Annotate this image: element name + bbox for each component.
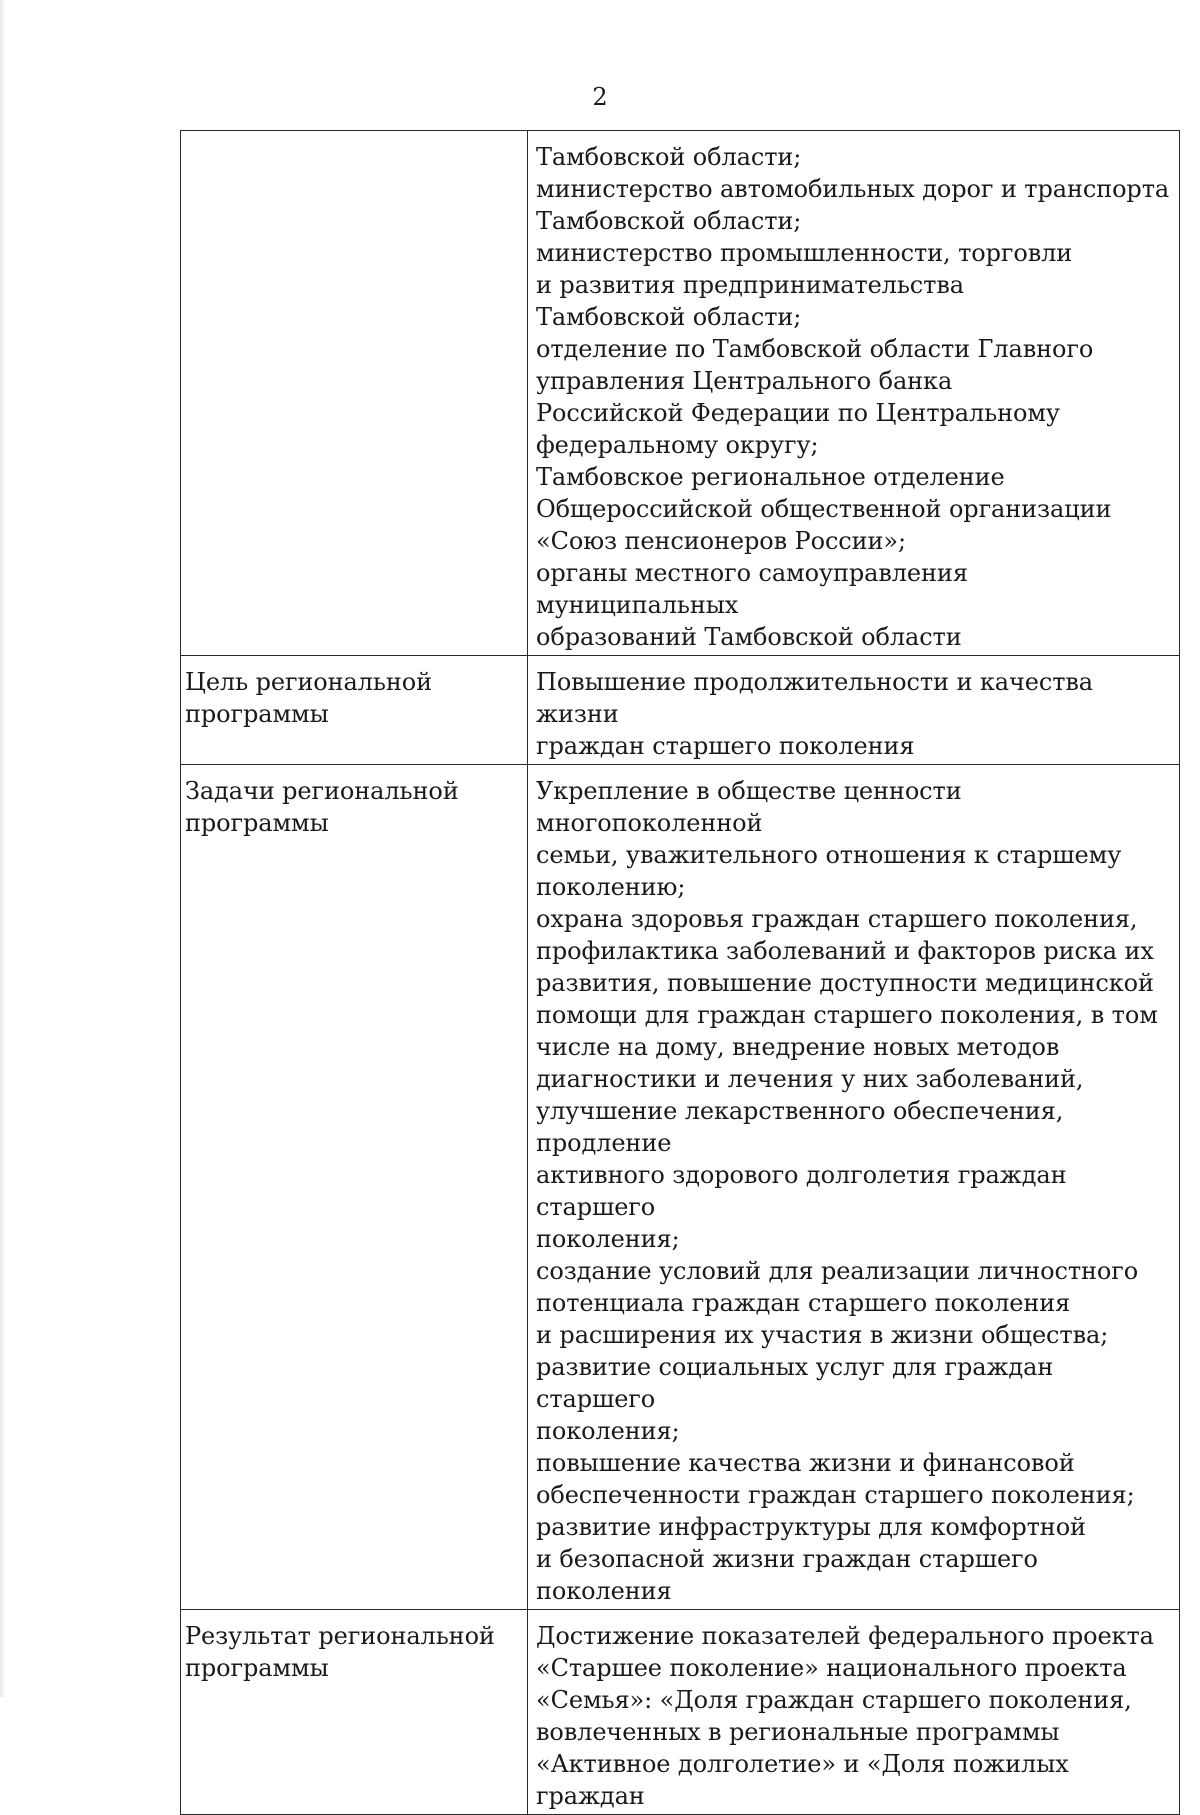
- row-label-participants: [181, 131, 528, 656]
- row-value-participants: Тамбовской области; министерство автомобильных дорог и транспорта Тамбовской области; министерство промышленности, торговли и развития предпринимательства Тамбовской области; отделение по Тамбовской области Главного управления Центрального банка Российской Федерации по Центральному федеральному округу; Тамбовское региональное отделение Общероссийской общественной организации «Союз пенсионеров России»; органы местного самоуправления муниципальных образований Тамбовской области: [528, 131, 1180, 656]
- row-label-tasks: Задачи региональной программы: [181, 765, 528, 1610]
- row-value-result: Достижение показателей федерального проекта «Старшее поколение» национального проекта «Семья»: «Доля граждан старшего поколения, вовлеченных в региональные программы «Активное долголетие» и «Доля пожилых граждан: [528, 1610, 1180, 1815]
- page-number: 2: [592, 83, 608, 111]
- row-label-result: Результат региональной программы: [181, 1610, 528, 1815]
- table-row-participants: [181, 131, 1180, 656]
- scan-edge: [0, 0, 6, 1697]
- table-row-goal: [181, 656, 1180, 765]
- row-label-goal: Цель региональной программы: [181, 656, 528, 765]
- row-value-goal: Повышение продолжительности и качества жизни граждан старшего поколения: [528, 656, 1180, 765]
- table-row-result: [181, 1610, 1180, 1815]
- table-row-tasks: [181, 765, 1180, 1610]
- program-passport-table: [180, 130, 1180, 1815]
- row-value-tasks: Укрепление в обществе ценности многопоколенной семьи, уважительного отношения к старшему поколению; охрана здоровья граждан старшего поколения, профилактика заболеваний и факторов риска их развития, повышение доступности медицинской помощи для граждан старшего поколения, в том числе на дому, внедрение новых методов диагностики и лечения у них заболеваний, улучшение лекарственного обеспечения, продление активного здорового долголетия граждан старшего поколения; создание условий для реализации личностного потенциала граждан старшего поколения и расширения их участия в жизни общества; развитие социальных услуг для граждан старшего поколения; повышение качества жизни и финансовой обеспеченности граждан старшего поколения; развитие инфраструктуры для комфортной и безопасной жизни граждан старшего поколения: [528, 765, 1180, 1610]
